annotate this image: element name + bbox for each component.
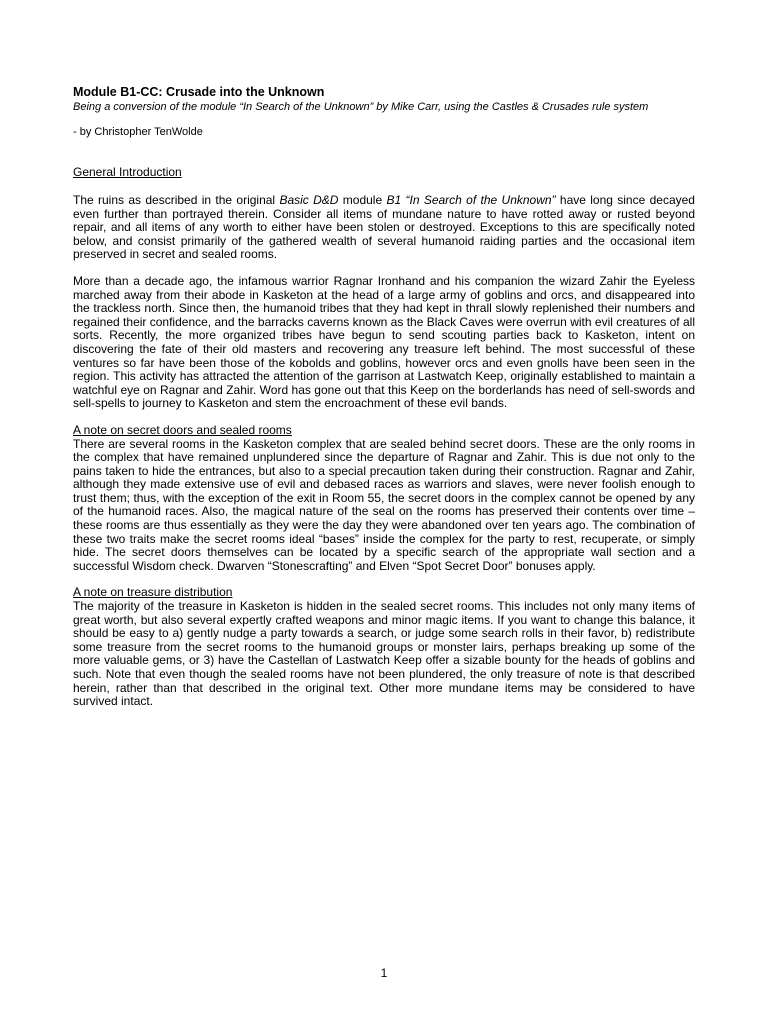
intro-paragraph-1: [73, 194, 695, 262]
document-page: [73, 84, 695, 709]
intro-paragraph-2: More than a decade ago, the infamous warrior Ragnar Ironhand and his companion the wizard Zahir the Eyeless marched away from their abode in Kasketon at the head of a large army of goblins and orcs, and disappeared into the trackless north. Since then, the humanoid tribes that they had kept in thrall slowly replenished their numbers and regained their confidence, and the barracks caverns known as the Black Caves were overrun with evil creatures of all sorts. Recently, the more organized tribes have begun to send scouting parties back to Kasketon, intent on discovering the fate of their old masters and recovering any treasure left behind. The most successful of these ventures so far have been those of the kobolds and goblins, however orcs and even gnolls have been seen in the region. This activity has attracted the attention of the garrison at Lastwatch Keep, originally established to maintain a watchful eye on Ragnar and Zahir. Word has gone out that this Keep on the borderlands has need of sell-swords and sell-spells to journey to Kasketon and stem the encroachment of these evil bands.: [73, 273, 695, 411]
document-title: Module B1-CC: Crusade into the Unknown: [73, 85, 325, 99]
intro-p1-text-c: have long since decayed even further than portrayed therein. Consider all items of mundane nature to have rotted away or rusted beyond repair, and all items of any worth to either have been stolen or destroyed. Exceptions to this are specifically noted below, and consist primarily of the gathered wealth of several humanoid raiding parties and the occasional item preserved in secret and sealed rooms.: [73, 193, 695, 262]
secret-doors-heading: A note on secret doors and sealed rooms: [73, 422, 292, 437]
intro-p1-emphasis-basic-dnd: Basic D&D: [279, 193, 339, 207]
secret-doors-paragraph: There are several rooms in the Kasketon complex that are sealed behind secret doors. These are the only rooms in the complex that have remained unplundered since the departure of Ragnar and Zahir. This is due not only to the pains taken to hide the entrances, but also to a special precaution taken during their construction. Ragnar and Zahir, although they made extensive use of evil and debased races as warriors and slaves, were never foolish enough to trust them; thus, with the exception of the exit in Room 55, the secret doors in the complex cannot be opened by any of the humanoid races. Also, the magical nature of the seal on the rooms has preserved their contents over time – these rooms are thus essentially as they were the day they were abandoned over ten years ago. The combination of these two traits make the secret rooms ideal “bases” inside the complex for the party to rest, recuperate, or simply hide. The secret doors themselves can be located by a specific search of the appropriate wall section and a successful Wisdom check. Dwarven “Stonescrafting” and Elven “Spot Secret Door” bonuses apply.: [73, 436, 695, 573]
intro-p1-emphasis-module-title: B1 “In Search of the Unknown”: [386, 193, 556, 207]
author-line: - by Christopher TenWolde: [73, 126, 203, 138]
intro-p1-text-a: The ruins as described in the original: [73, 193, 280, 207]
treasure-distribution-heading: A note on treasure distribution: [73, 585, 233, 600]
document-subtitle: Being a conversion of the module “In Search of the Unknown” by Mike Carr, using the Castles & Crusades rule system: [73, 101, 649, 113]
intro-p1-text-b: module: [338, 193, 387, 207]
treasure-distribution-paragraph: The majority of the treasure in Kasketon is hidden in the sealed secret rooms. This includes not only many items of great worth, but also several expertly crafted weapons and minor magic items. If you want to change this balance, it should be easy to a) gently nudge a party towards a search, or judge some search rolls in their favor, b) redistribute some treasure from the secret rooms to the humanoid groups or monster lairs, perhaps breaking up some of the more valuable gems, or 3) have the Castellan of Lastwatch Keep offer a sizable bounty for the heads of goblins and such. Note that even though the sealed rooms have not been plundered, the only treasure of note is that described herein, rather than that described in the original text. Other more mundane items may be considered to have survived intact.: [73, 599, 695, 709]
general-introduction-heading: General Introduction: [73, 165, 182, 179]
page-number: 1: [380, 966, 388, 980]
